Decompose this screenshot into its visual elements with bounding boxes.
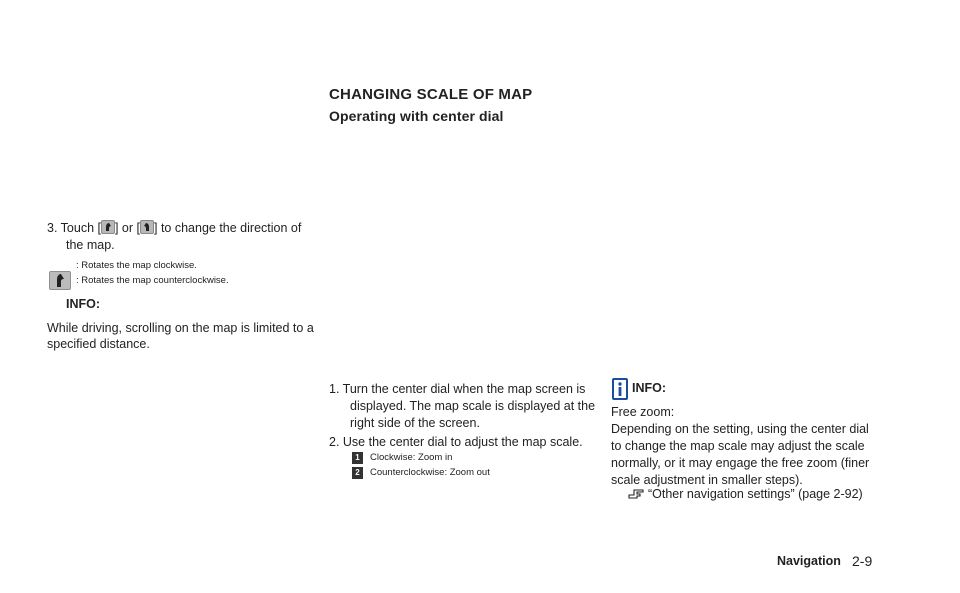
callout-1-text: Clockwise: Zoom in <box>370 452 453 463</box>
info-right-line-3: to change the map scale may adjust the scale <box>611 439 865 453</box>
step-3-line-2: the map. <box>66 238 115 252</box>
info-text-left-line-1: While driving, scrolling on the map is limited to a <box>47 321 314 335</box>
legend-clockwise: : Rotates the map clockwise. <box>76 260 197 271</box>
free-zoom-label: Free zoom: <box>611 405 675 419</box>
footer-section: Navigation <box>777 554 841 568</box>
callout-2-badge: 2 <box>352 467 363 479</box>
rotate-clockwise-icon <box>101 220 115 234</box>
section-heading: CHANGING SCALE OF MAP <box>329 86 533 103</box>
info-right-line-5: scale adjustment in smaller steps). <box>611 473 803 487</box>
subsection-heading: Operating with center dial <box>329 108 504 124</box>
page-number: 2-9 <box>852 553 873 569</box>
step-1-line-1: 1. Turn the center dial when the map screen is <box>329 382 586 396</box>
legend-counterclockwise: : Rotates the map counterclockwise. <box>76 275 229 286</box>
step-1-line-3: right side of the screen. <box>350 416 480 430</box>
rotate-legend-icon <box>49 271 71 290</box>
info-right-line-4: normally, or it may engage the free zoom (finer <box>611 456 870 470</box>
info-heading-right: INFO: <box>632 381 667 395</box>
callout-1-badge: 1 <box>352 452 363 464</box>
step-1-line-2: displayed. The map scale is displayed at the <box>350 399 596 413</box>
info-heading-left: INFO: <box>66 297 101 311</box>
info-text-left-line-2: specified distance. <box>47 337 150 351</box>
cross-reference-link[interactable]: “Other navigation settings” (page 2-92) <box>648 487 863 501</box>
info-icon <box>612 378 628 400</box>
pointing-hand-icon <box>628 486 646 500</box>
step-3: 3. Touch [ ] or [ ] to change the direction of <box>47 221 302 235</box>
step-2: 2. Use the center dial to adjust the map scale. <box>329 435 583 449</box>
rotate-counterclockwise-icon <box>140 220 154 234</box>
callout-2-text: Counterclockwise: Zoom out <box>370 467 490 478</box>
info-right-line-2: Depending on the setting, using the center dial <box>611 422 869 436</box>
